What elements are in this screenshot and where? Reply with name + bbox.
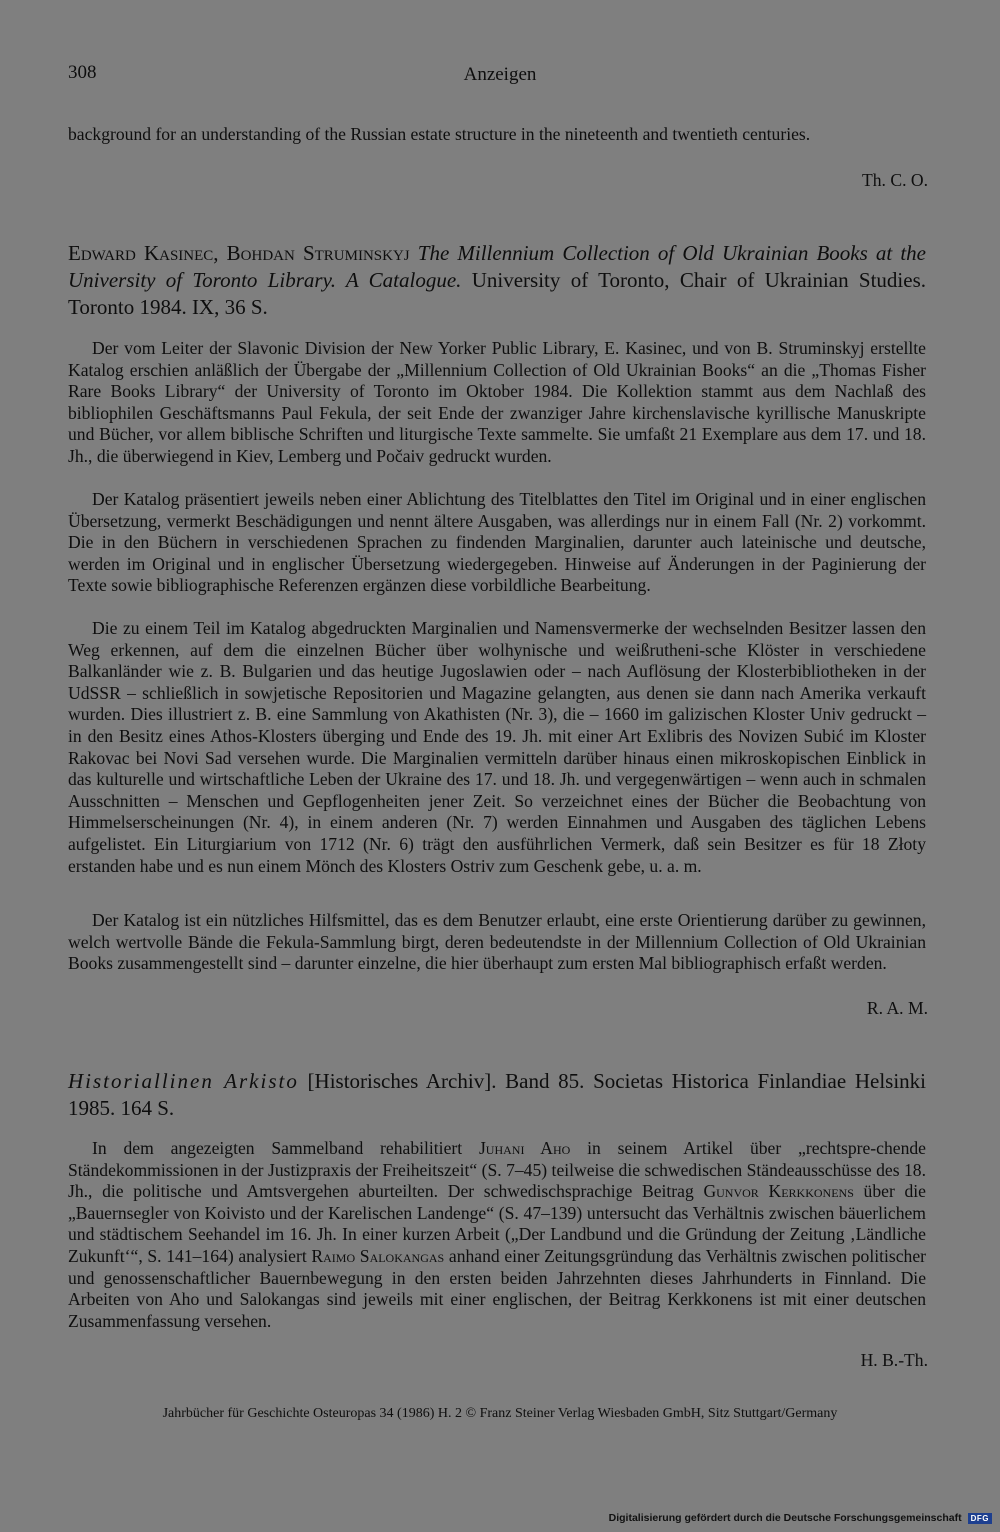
page-number: 308 bbox=[68, 62, 97, 83]
review1-title: The Millennium Collection of Old Ukrainian Books at the University of Toronto Library. A Catalogue. bbox=[68, 241, 927, 292]
review2-signature: H. B.-Th. bbox=[860, 1350, 928, 1370]
digitization-credit bbox=[609, 1512, 992, 1524]
review1-paragraph-4: Der Katalog ist ein nützliches Hilfsmittel, das es dem Benutzer erlaubt, eine erste Orientierung darüber zu gewinnen, welch wertvolle Bände die Fekula-Sammlung birgt, deren bedeutendste in der Millennium Collection of Old Ukrainian Books zusammengestellt sind – darunter einzelne, die hier überhaupt zum ersten Mal bibliographisch erfaßt werden. bbox=[68, 910, 926, 974]
review1-authors: Edward Kasinec, Bohdan Struminskyj bbox=[68, 241, 410, 265]
author-name: Raimo Salokangas bbox=[311, 1245, 445, 1266]
journal-footer: Jahrbücher für Geschichte Osteuropas 34 (1986) H. 2 © Franz Steiner Verlag Wiesbaden GmbH, Sitz Stuttgart/Germany bbox=[162, 1406, 838, 1421]
author-name: Gunvor Kerkkonens bbox=[703, 1181, 854, 1202]
continuation-signature: Th. C. O. bbox=[862, 170, 928, 190]
dfg-logo-icon: DFG bbox=[968, 1513, 992, 1524]
review2-bibliographic-entry bbox=[68, 1068, 926, 1122]
review1-paragraph-1: Der vom Leiter der Slavonic Division der New Yorker Public Library, E. Kasinec, und von B. Struminskyj erstellte Katalog erschien anläßlich der Übergabe der „Millennium Collection of Old Ukrainian Books“ an die „Thomas Fisher Rare Books Library“ der University of Toronto im Oktober 1984. Die Kollektion stammt aus dem Nachlaß des bibliophilen Geschäftsmanns Paul Fekula, der seit Ende der zwanziger Jahre kirchenslavische kyrillische Manuskripte und Bücher, vor allem biblische Schriften und liturgische Texte sammelte. Sie umfaßt 21 Exemplare aus dem 17. und 18. Jh., die überwiegend in Kiev, Lemberg und Počaiv gedruckt wurden. bbox=[68, 338, 926, 466]
running-title: Anzeigen bbox=[463, 64, 537, 85]
review1-paragraph-3: Die zu einem Teil im Katalog abgedruckten Marginalien und Namensvermerke der wechselnden Besitzer lassen den Weg erkennen, auf dem die einzelnen Bücher über wolhynische und weißrutheni-sche Klöster in verschiedene Balkanländer wie z. B. Bulgarien und das heutige Jugoslawien oder – nach Auflösung der Klosterbibliotheken in der UdSSR – schließlich in sowjetische Repositorien und Magazine gelangten, aus denen sie dann nach Amerika verkauft wurden. Dies illustriert z. B. eine Sammlung von Akathisten (Nr. 3), die – 1660 im galizischen Kloster Univ gedruckt – in den Besitz eines Athos-Klosters überging und Ende des 19. Jh. mit einer Art Exlibris des Novizen Subić im Kloster Rakovac bei Novi Sad versehen wurde. Die Marginalien vermitteln darüber hinaus einen mikroskopischen Einblick in das kulturelle und wirtschaftliche Leben der Ukraine des 17. und 18. Jh. und vergegenwärtigen – wenn auch in schmalen Ausschnitten – Menschen und Gepflogenheiten jener Zeit. So verzeichnet eines der Bücher die Beobachtung von Himmelserscheinungen (Nr. 4), in einem anderen (Nr. 7) werden Einnahmen und Ausgaben des täglichen Lebens aufgelistet. Ein Liturgiarium von 1712 (Nr. 6) trägt den ausführlichen Vermerk, daß sein Besitzer es für 18 Złoty erstanden habe und es nun einem Mönch des Klosters Ostriv zum Geschenk gebe, u. a. m. bbox=[68, 618, 926, 876]
review1-paragraph-2: Der Katalog präsentiert jeweils neben einer Ablichtung des Titelblattes den Titel im Original und in einer englischen Übersetzung, vermerkt Beschädigungen und nennt ältere Ausgaben, was allerdings nur in einem Fall (Nr. 2) vorkommt. Die in den Büchern in verschiedenen Sprachen zu findenden Marginalien, darunter auch lateinische und deutsche, werden im Original und in englischer Übersetzung wiedergegeben. Hinweise auf Änderungen in der Paginierung der Texte sowie bibliographische Referenzen ergänzen diese vorbildliche Bearbeitung. bbox=[68, 489, 926, 596]
review2-publication: [Historisches Archiv]. Band 85. Societas Historica Finlandiae Helsinki 1985. 164 S. bbox=[68, 1069, 926, 1120]
review2-paragraph: In dem angezeigten Sammelband rehabilitiert Juhani Aho in seinem Artikel über „rechtspre-chende Ständekommissionen in der Justizpraxis der Freiheitszeit“ (S. 7–45) teilweise die schwedischen Ständeausschüsse des 18. Jh., die politische und Amtsvergehen aburteilten. Der schwedischsprachige Beitrag Gunvor Kerkkonens über die „Bauernsegler von Koivisto und der Karelischen Landenge“ (S. 47–139) untersucht das Verhältnis zwischen bäuerlichem und städtischem Seehandel im 16. Jh. In einer kurzen Arbeit („Der Landbund und die Gründung der Zeitung ‚Ländliche Zukunft‘“, S. 141–164) analysiert Raimo Salokangas anhand einer Zeitungsgründung das Verhältnis zwischen politischer und genossenschaftlicher Bauernbewegung in den ersten beiden Jahrzehnten dieses Jahrhunderts in Finnland. Die Arbeiten von Aho und Salokangas sind jeweils mit einer englischen, der Beitrag Kerkkonens ist mit einer deutschen Zusammenfassung versehen. bbox=[68, 1138, 926, 1331]
digitization-text: Digitalisierung gefördert durch die Deutsche Forschungsgemeinschaft bbox=[608, 1512, 962, 1524]
review1-publication: University of Toronto, Chair of Ukrainian Studies. Toronto 1984. IX, 36 S. bbox=[68, 268, 926, 319]
review1-signature: R. A. M. bbox=[866, 998, 928, 1018]
continuation-paragraph: background for an understanding of the Russian estate structure in the nineteenth and twentieth centuries. bbox=[68, 124, 811, 144]
author-name: Juhani Aho bbox=[478, 1138, 571, 1158]
review1-bibliographic-entry bbox=[68, 240, 926, 321]
review2-title: Historiallinen Arkisto bbox=[68, 1069, 299, 1093]
